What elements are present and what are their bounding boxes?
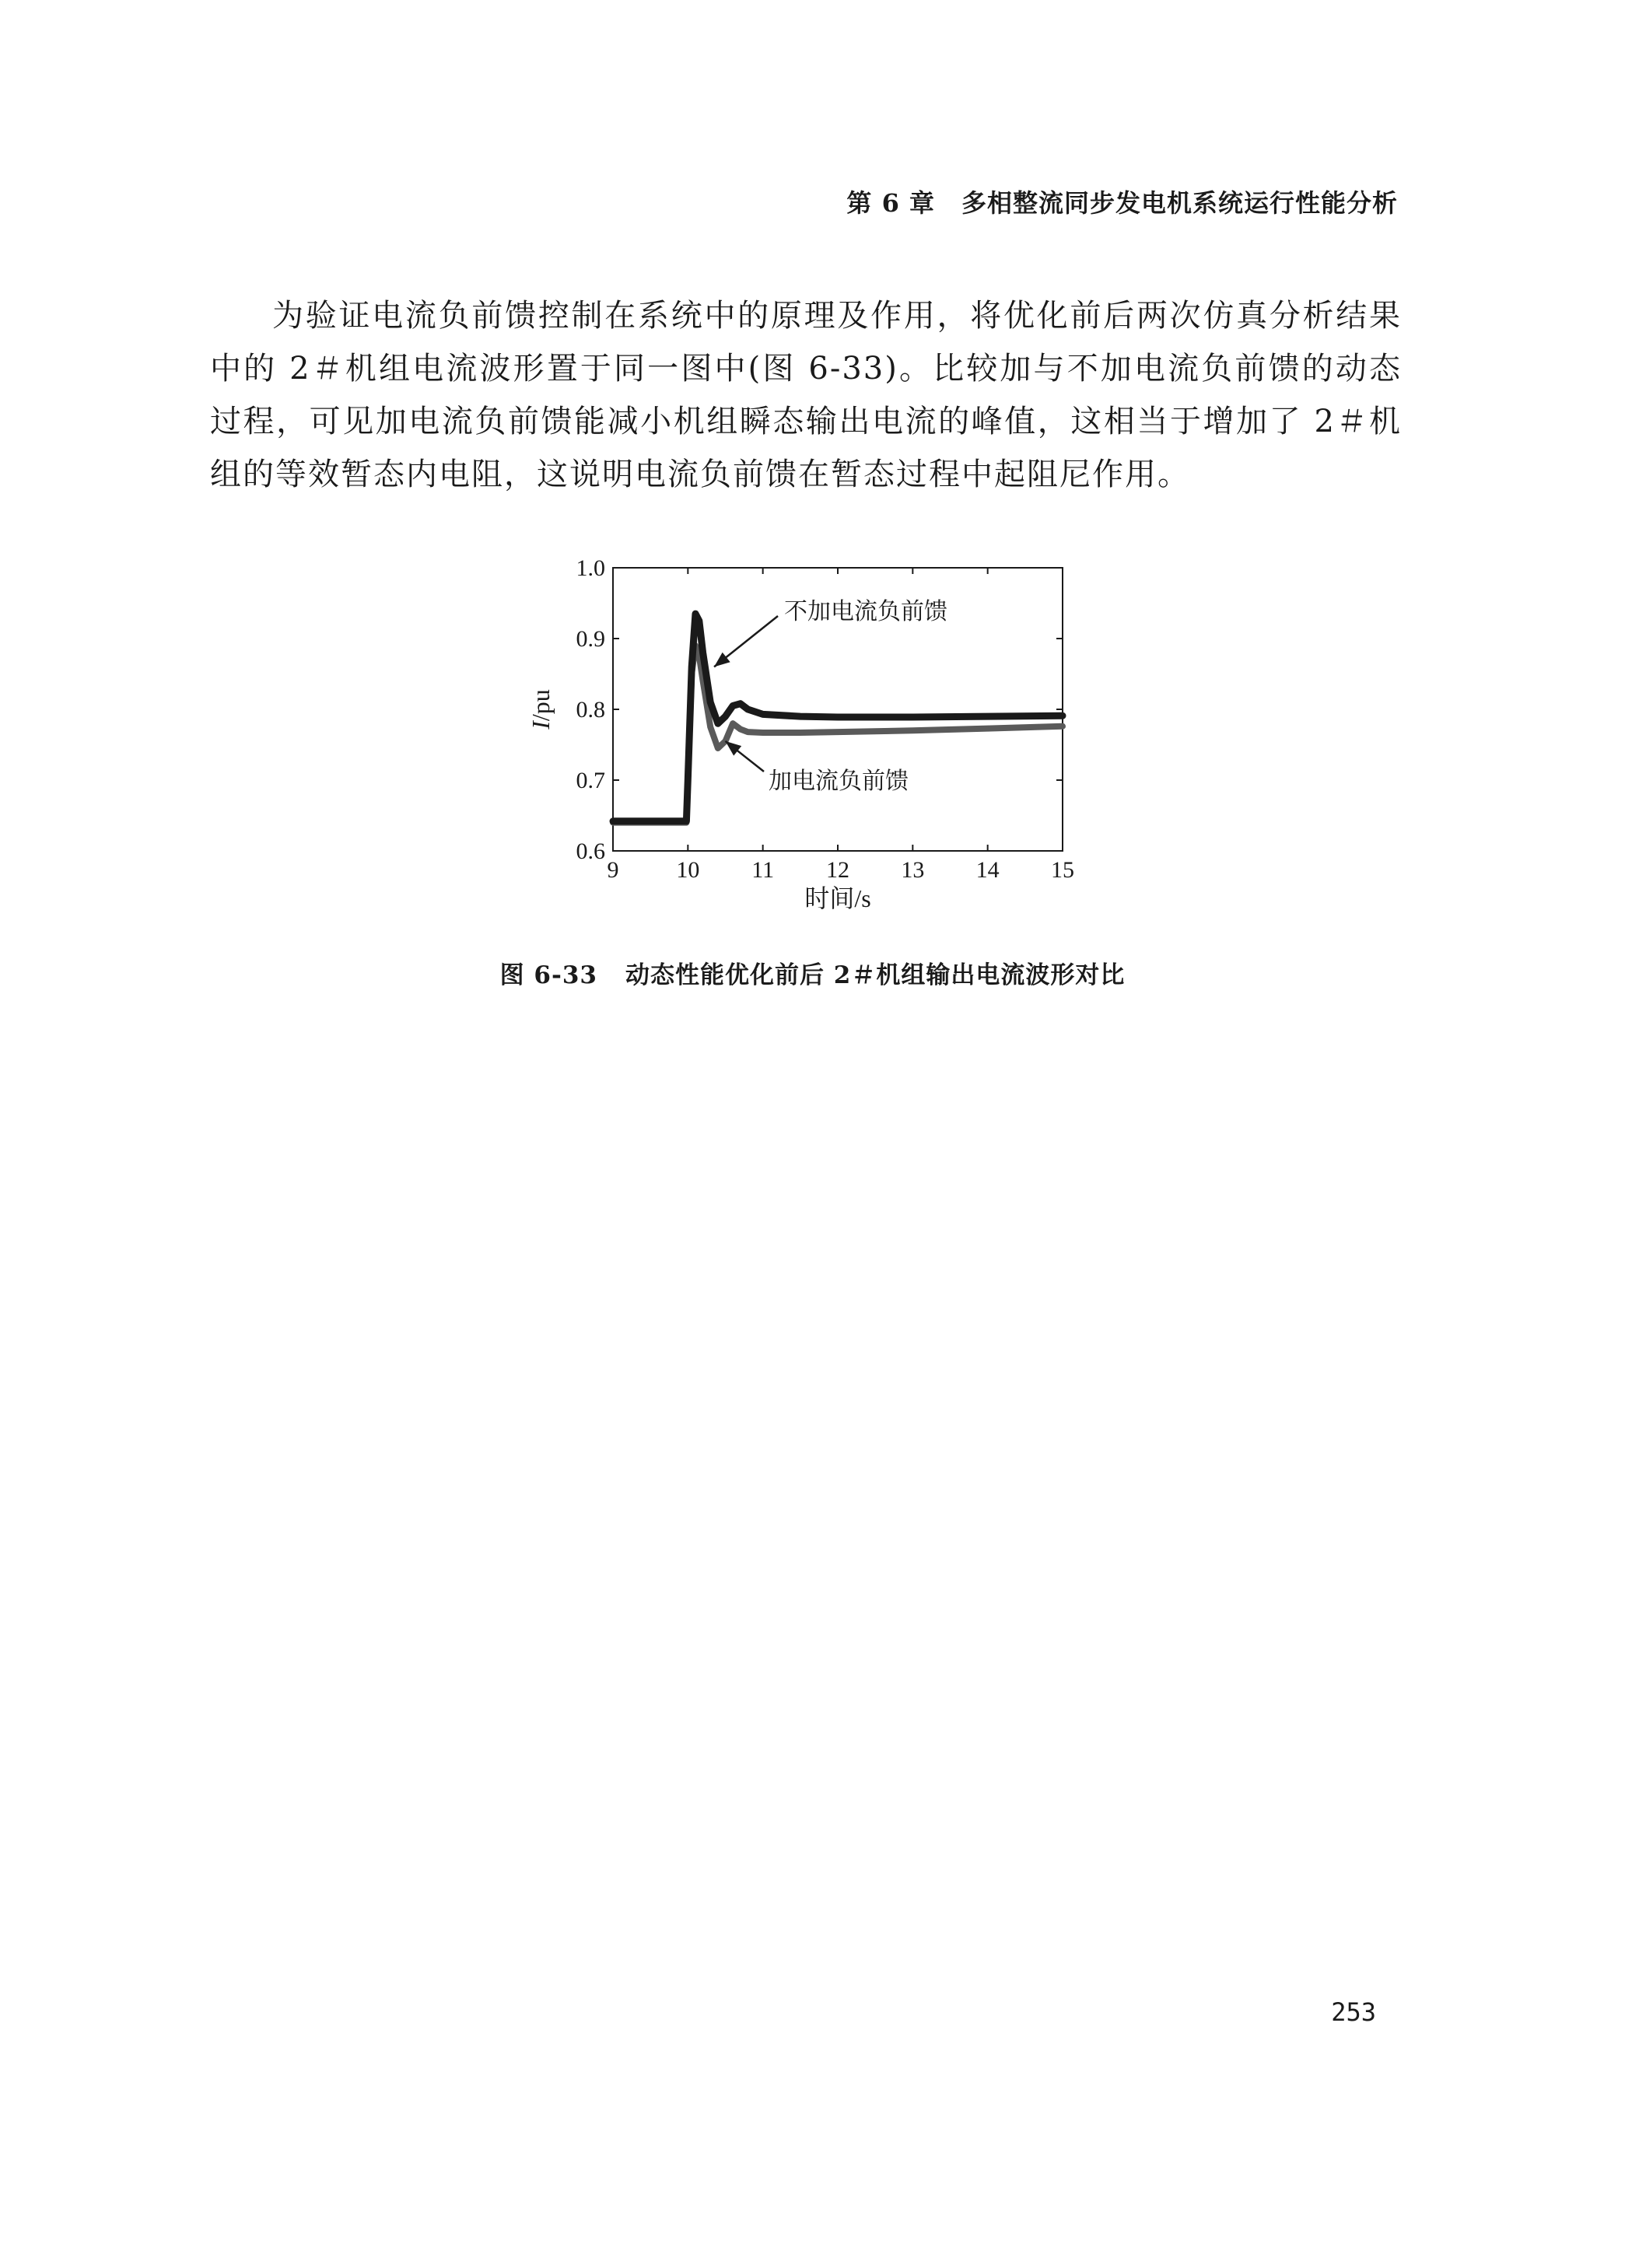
annotation-label: 不加电流负前馈 (784, 598, 947, 625)
x-axis-label: 时间/s (804, 884, 871, 912)
series-point-without_ff (986, 716, 989, 718)
series-point-without_ff (709, 701, 712, 703)
figure-caption (0, 955, 1625, 990)
x-tick-label: 11 (751, 857, 775, 883)
figure-6-33 (513, 544, 1105, 926)
chapter-number: 第 6 章 (846, 188, 935, 218)
series-point-without_ff (739, 702, 741, 705)
series-point-without_ff (691, 666, 693, 668)
series-point-with_ff (739, 728, 741, 730)
page-number: 253 (1331, 1997, 1376, 2027)
series-point-with_ff (716, 747, 719, 750)
y-tick-label: 0.8 (576, 697, 605, 723)
series-point-without_ff (716, 723, 719, 725)
annotation-label: 加电流负前馈 (769, 768, 909, 795)
running-head (846, 184, 1398, 219)
y-tick-label: 0.6 (576, 838, 605, 864)
series-point-without_ff (747, 709, 749, 711)
y-tick-label: 1.0 (576, 555, 605, 581)
body-paragraph: 为验证电流负前馈控制在系统中的原理及作用，将优化前后两次仿真分析结果中的 2＃机组电流波形置于同一图中(图 6-33)。比较加与不加电流负前馈的动态过程，可见加电流负前馈能减小机组瞬态输出电流的峰值，这相当于增加了 2＃机组的等效暂态内电阻，这说明电流负前馈在暂态过程中起阻尼作用。 (210, 298, 1402, 492)
current-waveform-chart (513, 544, 1105, 926)
series-point-with_ff (1062, 725, 1064, 727)
series-point-with_ff (762, 732, 764, 734)
series-point-with_ff (837, 731, 839, 733)
series-point-without_ff (694, 613, 696, 615)
series-point-with_ff (912, 730, 914, 732)
series-point-without_ff (799, 716, 801, 718)
y-axis-label-unit: /pu (527, 689, 555, 722)
y-axis-label (527, 689, 555, 730)
series-point-without_ff (698, 620, 700, 622)
series-point-without_ff (762, 713, 764, 716)
chapter-title: 多相整流同步发电机系统运行性能分析 (961, 188, 1398, 218)
x-tick-label: 14 (975, 857, 1000, 883)
series-point-without_ff (685, 820, 688, 822)
x-tick-label: 9 (607, 857, 619, 883)
x-tick-label: 15 (1051, 857, 1074, 883)
caption-text: 动态性能优化前后 2＃机组输出电流波形对比 (625, 961, 1126, 989)
series-point-without_ff (912, 716, 914, 719)
series-point-without_ff (687, 779, 689, 782)
series-point-with_ff (732, 723, 734, 725)
series-point-without_ff (724, 716, 727, 718)
series-point-without_ff (732, 705, 734, 707)
caption-number: 图 6-33 (499, 961, 597, 989)
series-point-with_ff (747, 731, 749, 733)
series-point-without_ff (612, 820, 615, 822)
series-point-without_ff (837, 716, 839, 719)
y-axis-label-symbol: I (527, 721, 555, 730)
y-tick-label: 0.9 (576, 626, 605, 652)
y-tick-label: 0.7 (576, 768, 605, 793)
x-tick-label: 12 (826, 857, 849, 883)
x-tick-label: 10 (676, 857, 700, 883)
series-point-with_ff (986, 727, 989, 730)
x-tick-label: 13 (901, 857, 925, 883)
series-point-with_ff (709, 726, 712, 728)
series-point-with_ff (799, 732, 801, 734)
series-point-without_ff (702, 652, 704, 654)
series-point-without_ff (1062, 715, 1064, 717)
